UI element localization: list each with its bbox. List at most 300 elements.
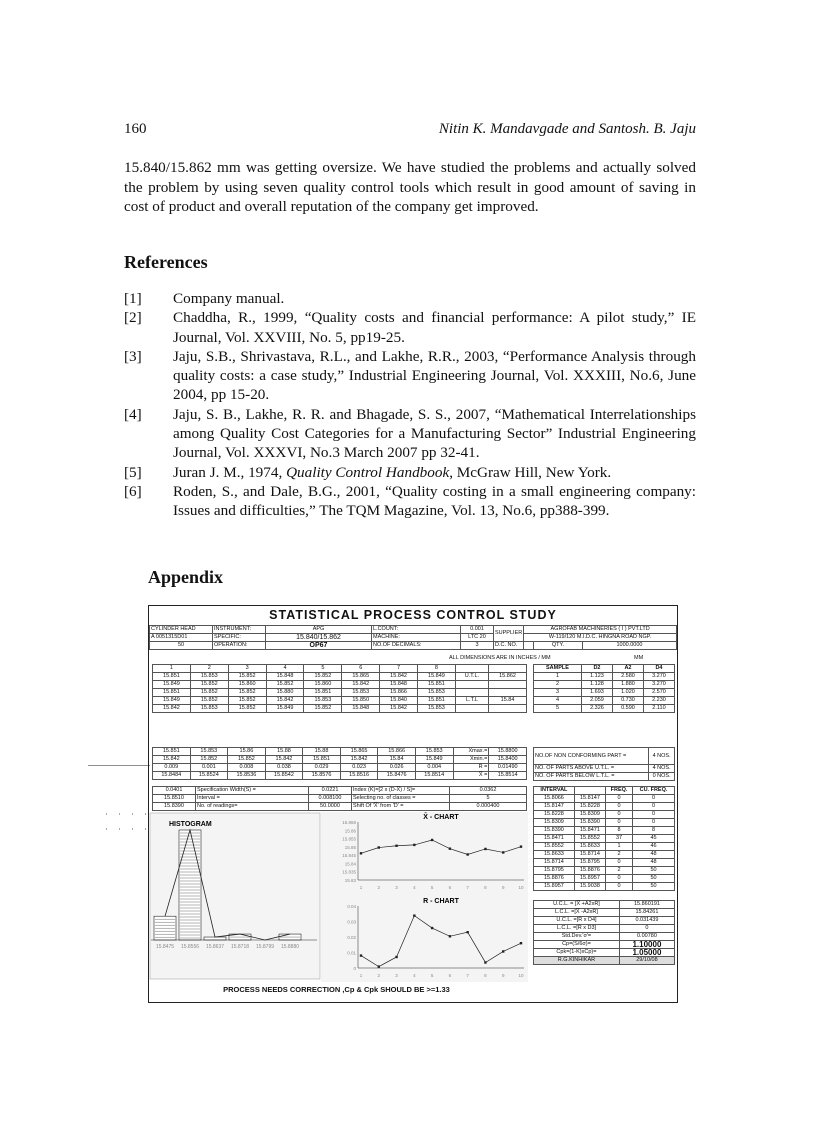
table-cell: 8 <box>606 827 633 835</box>
dims-note: ALL DIMENSIONS ARE IN INCHES / MM <box>449 655 551 661</box>
table-cell: 1.020 <box>612 689 643 697</box>
table-cell: 15.842 <box>380 705 418 713</box>
table-cell: 2.570 <box>643 689 674 697</box>
table-cell: 15.8516 <box>340 772 378 780</box>
histogram-title: HISTOGRAM <box>169 821 212 828</box>
table-cell: 15.8471 <box>534 835 575 843</box>
data-point <box>360 954 362 956</box>
data-point <box>520 845 522 847</box>
x-tick-label: 5 <box>430 973 434 978</box>
limit-formula: Cpk=(1-K)xCp)= <box>534 949 620 957</box>
table-cell: 1.693 <box>581 689 612 697</box>
table-cell: 15.853 <box>415 748 453 756</box>
limit-result: 29/10/08 <box>619 957 674 965</box>
table-cell: 15.840 <box>380 697 418 705</box>
reference-item: [3] Jaju, S.B., Shrivastava, R.L., and Lakhe, R.R., 2003, “Performance Analysis through quality costs: a case study,” Industrial Engineering Journal, Vol. XXXIII, No.6, June 2004, pp 15-20. <box>124 347 696 404</box>
x-tick-label: 10 <box>518 885 524 890</box>
limit-formula: Cp=(S/6σ)= <box>534 941 620 949</box>
limit-label <box>455 681 488 689</box>
table-cell: 1.880 <box>612 681 643 689</box>
y-tick-label: 0.04 <box>347 904 356 909</box>
x-tick-label: 5 <box>430 885 434 890</box>
table-cell: 15.865 <box>342 673 380 681</box>
table-row <box>534 689 675 697</box>
table-row <box>534 843 675 851</box>
table-cell: 15.860 <box>228 681 266 689</box>
column-header: 1 <box>153 665 191 673</box>
limits-table <box>533 900 675 965</box>
table-cell: 15.849 <box>153 681 191 689</box>
table-cell: 15.852 <box>190 681 228 689</box>
table-row <box>153 673 527 681</box>
stat-value: 15.8400 <box>489 756 527 764</box>
limit-value: 15.862 <box>489 673 527 681</box>
data-point <box>378 846 380 848</box>
data-point <box>484 848 486 850</box>
limit-value <box>489 705 527 713</box>
table-cell: 15.853 <box>304 697 342 705</box>
table-cell: 15.8390 <box>534 827 575 835</box>
column-header: CU. FREQ. <box>633 787 675 795</box>
stat-value: 15.8514 <box>489 772 527 780</box>
table-row <box>534 835 675 843</box>
table-cell: 15.8552 <box>534 843 575 851</box>
constants-table <box>533 664 675 713</box>
histogram-category-label: 15.8475 <box>155 944 175 950</box>
table-cell: 0.026 <box>378 764 416 772</box>
y-tick-label: 15.85 <box>344 844 356 850</box>
stat-label: Xmin.= <box>453 756 489 764</box>
table-row <box>534 697 675 705</box>
table-cell: 15.842 <box>265 756 303 764</box>
limit-value: 15.84 <box>489 697 527 705</box>
stat-value: 15.8800 <box>489 748 527 756</box>
table-cell: 0 <box>606 803 633 811</box>
table-cell: 2.110 <box>643 705 674 713</box>
unit-label: MM <box>634 655 644 661</box>
spc-study-sheet <box>148 605 678 1003</box>
limit-result: 0.00780 <box>619 933 674 941</box>
table-cell: 15.851 <box>153 689 191 697</box>
y-tick-label: 15.868 <box>342 820 356 825</box>
table-cell: 0.730 <box>612 697 643 705</box>
table-cell: 1.123 <box>581 673 612 681</box>
table-cell: 15.8795 <box>574 859 605 867</box>
table-cell: 15.8147 <box>534 803 575 811</box>
table-cell: 15.8957 <box>534 883 575 891</box>
spc-title: STATISTICAL PROCESS CONTROL STUDY <box>269 608 557 622</box>
column-header: 6 <box>342 665 380 673</box>
histogram-bar <box>204 937 226 940</box>
reference-item: [4] Jaju, S. B., Lakhe, R. R. and Bhagade, S. S., 2007, “Mathematical Interrelationships among Quality Cost Categories for a Manufacturing Sector” Industrial Engineering Journal, Vol. XXXVI, No.3 March 2007 pp 32-41. <box>124 405 696 462</box>
column-header: 3 <box>228 665 266 673</box>
table-cell: 0.029 <box>303 764 341 772</box>
table-cell: 15.853 <box>418 689 456 697</box>
limit-result: 1.05000 <box>619 949 674 957</box>
table-cell: 0.038 <box>265 764 303 772</box>
frequency-table <box>533 786 675 891</box>
table-cell: 2 <box>534 681 582 689</box>
table-cell: 15.852 <box>228 673 266 681</box>
table-cell: 0.004 <box>415 764 453 772</box>
readings-table <box>152 664 527 713</box>
table-cell: 1 <box>534 673 582 681</box>
table-cell: 15.8228 <box>534 811 575 819</box>
table-cell: 15.9038 <box>574 883 605 891</box>
y-tick-label: 0 <box>353 966 356 971</box>
table-row <box>153 764 527 772</box>
x-tick-label: 1 <box>359 973 363 978</box>
table-cell: 15.8309 <box>574 811 605 819</box>
table-cell: 15.8147 <box>574 795 605 803</box>
freq-header-row <box>534 787 675 795</box>
table-cell: 15.8633 <box>574 843 605 851</box>
limit-label <box>455 705 488 713</box>
data-point <box>466 853 468 855</box>
table-cell: 15.852 <box>190 697 228 705</box>
table-cell: 15.842 <box>266 697 304 705</box>
limit-result: 15.860191 <box>619 901 674 909</box>
table-cell: 2 <box>606 867 633 875</box>
process-correction-message: PROCESS NEEDS CORRECTION ,Cp & Cpk SHOULD BE >=1.33 <box>223 985 450 994</box>
table-row <box>153 756 527 764</box>
x-tick-label: 6 <box>448 973 452 978</box>
column-header: 8 <box>418 665 456 673</box>
table-cell: 0.001 <box>190 764 228 772</box>
limit-result: 0.031439 <box>619 917 674 925</box>
x-tick-label: 2 <box>377 885 381 890</box>
limit-formula: R.G.KINHIKAR <box>534 957 620 965</box>
data-point <box>413 914 415 916</box>
x-tick-label: 9 <box>501 885 505 890</box>
table-cell: 15.860 <box>304 681 342 689</box>
table-cell: 37 <box>606 835 633 843</box>
limit-value <box>489 689 527 697</box>
table-cell: 15.866 <box>380 689 418 697</box>
table-cell: 15.842 <box>153 705 191 713</box>
x-tick-label: 3 <box>395 885 398 890</box>
limit-result: 15.84261 <box>619 909 674 917</box>
x-tick-label: 4 <box>413 973 416 978</box>
limit-formula: U.C.L. = [X̿ +A2xR̄] <box>534 901 620 909</box>
limit-label <box>455 689 488 697</box>
table-cell: 15.8066 <box>534 795 575 803</box>
table-cell: 15.852 <box>190 689 228 697</box>
table-cell: 15.842 <box>340 756 378 764</box>
x-tick-label: 8 <box>484 885 487 890</box>
stat-label: X̿ = <box>453 772 489 780</box>
x-tick-label: 10 <box>518 973 524 978</box>
table-row <box>534 875 675 883</box>
table-cell: 15.8228 <box>574 803 605 811</box>
table-row <box>153 681 527 689</box>
spc-info-table: CYLINDER HEAD INSTRUMENT: APG L.COUNT: 0.001 SUPPLIER AGROFAB MACHINERIES ( I ) PVT.LTD A 0051315D01 SPECIFIC: 15.840/15.862 MACHINE: LTC 20 W-119/120 M.I.D.C. HINGNA ROAD NGP. 50 OPERATION: OP67 NO.OF DECIMALS: 3 D.C. NO. QTY. 1000.0000 <box>149 625 677 650</box>
table-cell: 15.8536 <box>228 772 266 780</box>
table-cell: 15.849 <box>418 673 456 681</box>
column-header: INTERVAL <box>534 787 575 795</box>
table-cell: 15.8514 <box>415 772 453 780</box>
data-point <box>431 839 433 841</box>
table-cell: 0 <box>606 883 633 891</box>
table-cell: 15.852 <box>266 681 304 689</box>
data-point <box>502 950 504 952</box>
data-point <box>378 965 380 967</box>
limit-formula: L.C.L. =[X̿ -A2xR̄] <box>534 909 620 917</box>
x-tick-label: 3 <box>395 973 398 978</box>
table-row <box>534 705 675 713</box>
table-cell: 15.8542 <box>265 772 303 780</box>
table-cell: 0 <box>633 811 675 819</box>
data-point <box>484 961 486 963</box>
table-cell: 15.8714 <box>574 851 605 859</box>
histogram-category-label: 15.8556 <box>180 944 200 950</box>
column-header: D2 <box>581 665 612 673</box>
constants-header-row <box>534 665 675 673</box>
table-row <box>534 681 675 689</box>
table-row <box>534 901 675 909</box>
column-header: FREQ. <box>606 787 633 795</box>
table-cell: 15.852 <box>228 705 266 713</box>
table-cell: 2.326 <box>581 705 612 713</box>
table-cell: 50 <box>633 883 675 891</box>
y-tick-label: 15.855 <box>342 836 356 842</box>
y-tick-label: 0.02 <box>347 935 356 940</box>
table-cell: 4 <box>534 697 582 705</box>
r-chart <box>321 894 528 982</box>
table-cell: 15.849 <box>415 756 453 764</box>
reference-item: [2] Chaddha, R., 1999, “Quality costs and financial performance: A pilot study,” IE Journal, Vol. XXVIII, No. 5, pp19-25. <box>124 309 696 346</box>
table-cell: 0 <box>633 795 675 803</box>
reference-item: [6] Roden, S., and Dale, B.G., 2001, “Quality costing in a small engineering company: Issues and difficulties,” The TQM Magazine, Vol. 13, No.6, pp388-399. <box>124 482 696 520</box>
x-tick-label: 8 <box>484 973 487 978</box>
table-cell: 15.842 <box>153 756 191 764</box>
table-cell: 0.009 <box>153 764 191 772</box>
column-header: 4 <box>266 665 304 673</box>
y-tick-label: 0.01 <box>347 950 356 956</box>
table-cell: 15.8633 <box>534 851 575 859</box>
table-cell: 50 <box>633 867 675 875</box>
table-row <box>153 705 527 713</box>
table-cell: 3 <box>534 689 582 697</box>
table-cell: 15.84 <box>378 756 416 764</box>
table-row <box>534 917 675 925</box>
chart-title: R - CHART <box>423 898 459 905</box>
table-cell: 5 <box>534 705 582 713</box>
table-cell: 3.270 <box>643 673 674 681</box>
table-cell: 15.8576 <box>303 772 341 780</box>
table-cell: 15.849 <box>266 705 304 713</box>
reference-item: [5] Juran J. M., 1974, Quality Control Handbook, McGraw Hill, New York. <box>124 463 612 481</box>
table-cell: 15.8309 <box>534 819 575 827</box>
table-cell: 48 <box>633 851 675 859</box>
y-tick-label: 15.84 <box>344 861 356 867</box>
reference-item: [1] Company manual. <box>124 290 285 307</box>
table-cell: 15.8957 <box>574 875 605 883</box>
y-tick-label: 15.835 <box>342 869 356 875</box>
x-tick-label: 4 <box>413 885 416 890</box>
limit-result: 1.10000 <box>619 941 674 949</box>
table-row <box>534 795 675 803</box>
table-row <box>534 957 675 965</box>
margin-lines <box>88 765 150 845</box>
x-tick-label: 7 <box>466 973 469 978</box>
table-row <box>153 748 527 756</box>
column-header: 5 <box>304 665 342 673</box>
table-cell: 15.842 <box>342 681 380 689</box>
limit-label: U.T.L. <box>455 673 488 681</box>
stat-label: R̄ = <box>453 764 489 772</box>
table-cell: 15.8876 <box>534 875 575 883</box>
stats-table <box>152 747 527 780</box>
table-row <box>534 859 675 867</box>
table-cell: 15.850 <box>342 697 380 705</box>
table-row <box>534 949 675 957</box>
table-cell: 0.590 <box>612 705 643 713</box>
column-header: A2 <box>612 665 643 673</box>
table-cell: 15.8390 <box>574 819 605 827</box>
table-cell: 46 <box>633 843 675 851</box>
table-cell: 2.230 <box>643 697 674 705</box>
data-point <box>431 927 433 929</box>
table-cell: 15.852 <box>228 697 266 705</box>
histogram-category-label: 15.8799 <box>255 944 275 950</box>
table-row <box>153 772 527 780</box>
intro-paragraph: 15.840/15.862 mm was getting oversize. We have studied the problems and actually solved the problem by using seven quality control tools which result in good amount of saving in cost of product and overall reputation of the company get improved. <box>124 159 696 215</box>
stat-value: 0.01490 <box>489 764 527 772</box>
table-cell: 0 <box>606 875 633 883</box>
data-point <box>395 956 397 958</box>
table-cell: 15.8524 <box>190 772 228 780</box>
table-cell: 0 <box>606 795 633 803</box>
table-cell: 15.8471 <box>574 827 605 835</box>
table-cell: 15.88 <box>265 748 303 756</box>
y-tick-label: 15.86 <box>344 828 356 834</box>
x-tick-label: 9 <box>501 973 505 978</box>
table-cell: 15.866 <box>378 748 416 756</box>
table-cell: 15.851 <box>303 756 341 764</box>
table-cell: 15.8484 <box>153 772 191 780</box>
data-point <box>520 942 522 944</box>
limit-formula: L.C.L. =[R̄ x D3] <box>534 925 620 933</box>
column-header <box>574 787 605 795</box>
histogram-category-label: 15.8637 <box>205 944 225 950</box>
data-point <box>502 851 504 853</box>
data-point <box>395 845 397 847</box>
readings-header-row <box>153 665 527 673</box>
limit-result: 0 <box>619 925 674 933</box>
table-cell: 15.853 <box>190 705 228 713</box>
table-cell: 3.270 <box>643 681 674 689</box>
data-point <box>449 935 451 937</box>
table-cell: 15.851 <box>304 689 342 697</box>
y-tick-label: 0.03 <box>347 919 356 925</box>
appendix-heading: Appendix <box>148 567 224 587</box>
histogram-category-label: 15.8880 <box>280 944 300 950</box>
references-heading: References <box>124 252 208 272</box>
table-cell: 15.865 <box>340 748 378 756</box>
table-cell: 15.848 <box>266 673 304 681</box>
stat-label: Xmax.= <box>453 748 489 756</box>
table-cell: 50 <box>633 875 675 883</box>
table-cell: 0.023 <box>340 764 378 772</box>
table-cell: 15.851 <box>418 697 456 705</box>
table-row <box>534 811 675 819</box>
table-cell: 15.842 <box>380 673 418 681</box>
table-cell: 0.008 <box>228 764 266 772</box>
table-row <box>153 689 527 697</box>
table-cell: 15.851 <box>153 673 191 681</box>
x-tick-label: 7 <box>466 885 469 890</box>
table-cell: 2.580 <box>612 673 643 681</box>
table-cell: 15.852 <box>190 756 228 764</box>
table-row <box>534 827 675 835</box>
chart-title: X̄ - CHART <box>423 814 459 821</box>
x-tick-label: 6 <box>448 885 452 890</box>
table-cell <box>489 665 527 673</box>
table-cell: 15.853 <box>190 673 228 681</box>
limit-value <box>489 681 527 689</box>
table-cell: 0 <box>606 819 633 827</box>
table-cell: 15.852 <box>304 673 342 681</box>
table-cell: 1 <box>606 843 633 851</box>
data-point <box>449 847 451 849</box>
column-header: 2 <box>190 665 228 673</box>
table-cell: 15.848 <box>380 681 418 689</box>
y-tick-label: 15.845 <box>342 853 356 859</box>
y-tick-label: 15.83 <box>344 878 356 883</box>
table-cell: 15.86 <box>228 748 266 756</box>
table-cell: 15.853 <box>190 748 228 756</box>
limit-formula: Std.Dev.'σ'= <box>534 933 620 941</box>
x-tick-label: 1 <box>359 885 363 890</box>
xbar-chart <box>321 812 528 894</box>
table-row <box>153 697 527 705</box>
running-authors: Nitin K. Mandavgade and Santosh. B. Jaju <box>438 121 696 137</box>
table-row <box>534 851 675 859</box>
limit-label: L.T.L <box>455 697 488 705</box>
table-row <box>534 925 675 933</box>
table-cell: 15.88 <box>303 748 341 756</box>
table-cell: 2 <box>606 851 633 859</box>
calc-table: 0.0401 Specification Width(S) = 0.0221 Index (K)=[2 x (D-X̿) / S]= 0.0362 15.8510 Interval = 0.008100 Selecting no. of classes = 5 15.8390 No. of readings= 50.0000 Shift Of 'X̿' from 'D' = 0.000400 <box>152 786 527 811</box>
data-point <box>360 852 362 854</box>
x-tick-label: 2 <box>377 973 381 978</box>
table-row <box>534 819 675 827</box>
histogram-bar <box>179 830 201 940</box>
table-cell: 15.852 <box>304 705 342 713</box>
table-cell: 0 <box>633 803 675 811</box>
table-row <box>534 673 675 681</box>
table-cell: 0 <box>606 859 633 867</box>
table-cell: 15.851 <box>153 748 191 756</box>
nonconforming-table: NO.OF NON CONFORMING PART = 4 NOS. NO. OF PARTS ABOVE U.T.L. = 4 NOS. NO. OF PARTS BELOW L.T.L. = 0 NOS. <box>533 747 675 781</box>
data-point <box>466 931 468 933</box>
page-number: 160 <box>124 121 147 137</box>
column-header: D4 <box>643 665 674 673</box>
table-cell: 0 <box>633 819 675 827</box>
table-row <box>534 883 675 891</box>
table-cell: 15.8876 <box>574 867 605 875</box>
table-cell: 1.128 <box>581 681 612 689</box>
table-row <box>534 909 675 917</box>
histogram-chart <box>149 812 321 982</box>
table-cell: 15.8795 <box>534 867 575 875</box>
table-cell: 0 <box>606 811 633 819</box>
table-cell: 8 <box>633 827 675 835</box>
table-cell: 15.880 <box>266 689 304 697</box>
table-cell: 15.8476 <box>378 772 416 780</box>
table-cell: 15.8552 <box>574 835 605 843</box>
